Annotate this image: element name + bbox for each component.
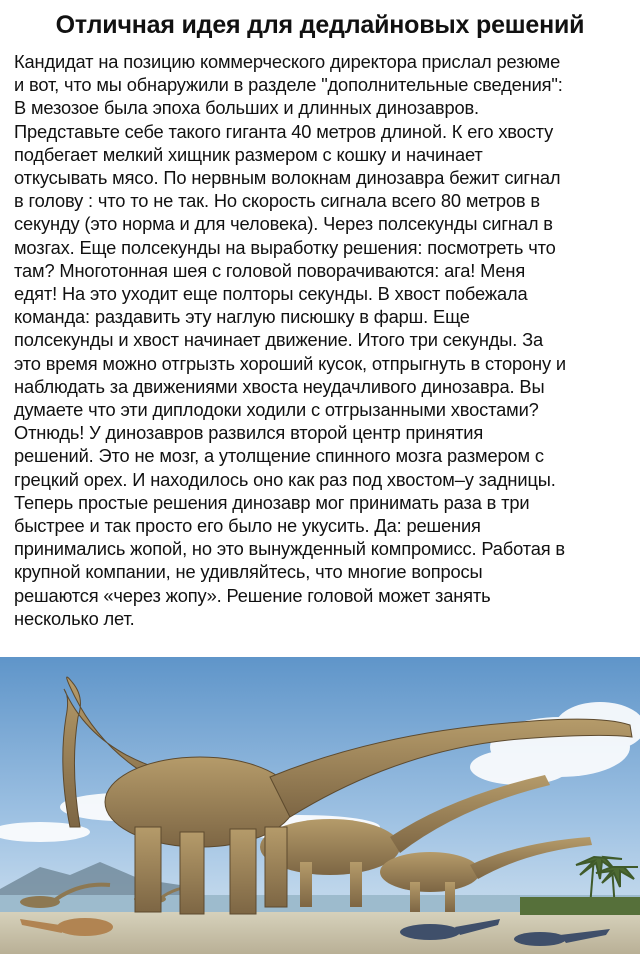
story-line: В мезозое была эпоха больших и длинных динозавров. xyxy=(14,97,479,119)
story-line: полсекунды и хвост начинает движение. Итого три секунды. За xyxy=(14,329,544,351)
story-line: грецкий орех. И находилось оно как раз под хвостом–у задницы. xyxy=(14,468,556,490)
story-line: Представьте себе такого гиганта 40 метров длиной. К его хвосту xyxy=(14,120,554,142)
story-line: крупной компании, не удивляйтесь, что многие вопросы xyxy=(14,561,483,583)
vegetation xyxy=(520,897,640,915)
story-line: решаются «через жопу». Решение головой может занять xyxy=(14,584,491,606)
story-line: там? Многотонная шея с головой поворачиваются: ага! Меня xyxy=(14,259,526,281)
story-line: откусывать мясо. По нервным волокнам динозавра бежит сигнал xyxy=(14,167,561,189)
story-line: мозгах. Еще полсекунды на выработку решения: посмотреть что xyxy=(14,236,556,258)
story-line: несколько лет. xyxy=(14,607,135,629)
story-line: секунду (это норма и для человека). Через полсекунды сигнал в xyxy=(14,213,553,235)
story-line: команда: раздавить эту наглую писюшку в фарш. Еще xyxy=(14,306,470,328)
story-line: подбегает мелкий хищник размером с кошку и начинает xyxy=(14,143,483,165)
story-line: Отнюдь! У динозавров развился второй центр принятия xyxy=(14,422,484,444)
story-line: принимались жопой, но это вынужденный компромисс. Работая в xyxy=(14,538,565,560)
story-line: это время можно отгрызть хороший кусок, отпрыгнуть в сторону и xyxy=(14,352,566,374)
story-line: быстрее и так просто его было не укусить. Да: решения xyxy=(14,515,481,537)
story-line: в голову : что то не так. Но скорость сигнала всего 80 метров в xyxy=(14,190,540,212)
story-line: решений. Это не мозг, а утолщение спинного мозга размером с xyxy=(14,445,544,467)
story-line: и вот, что мы обнаружили в разделе "дополнительные сведения": xyxy=(14,74,563,96)
dinosaur-illustration xyxy=(0,657,640,954)
story-text xyxy=(14,50,632,630)
story-line: думаете что эти диплодоки ходили с отгрызанными хвостами? xyxy=(14,399,539,421)
page-title: Отличная идея для дедлайновых решений xyxy=(55,11,585,39)
story-line: Теперь простые решения динозавр мог принимать раза в три xyxy=(14,491,530,513)
story-line: Кандидат на позицию коммерческого директора прислал резюме xyxy=(14,51,561,72)
story-line: наблюдать за движениями хвоста неудачливого динозавра. Вы xyxy=(14,375,545,397)
story-line: едят! На это уходит еще полторы секунды. В хвост побежала xyxy=(14,283,528,305)
